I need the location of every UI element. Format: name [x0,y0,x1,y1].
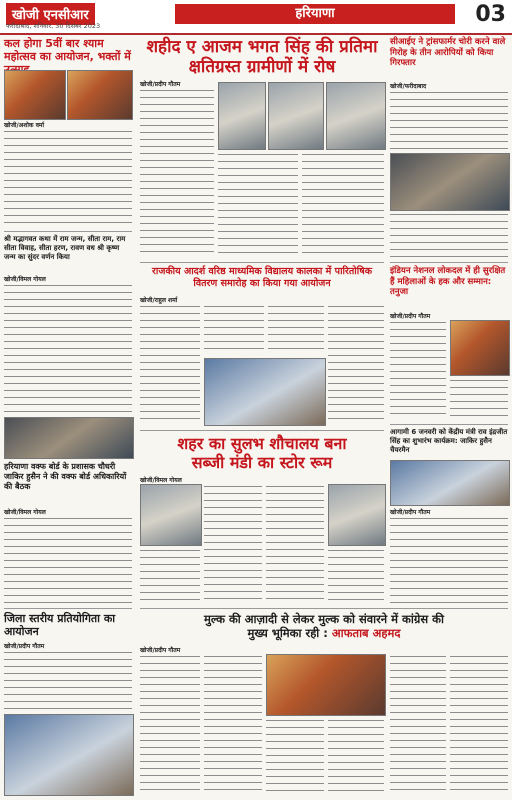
article-body [4,283,132,413]
story-district-sports [4,612,132,638]
article-body [450,378,508,420]
article-body [140,304,200,424]
story-headline: आगामी 6 जनवरी को केंद्रीय मंत्री राव इंद्रजीत सिंह का शुभारंभ कार्यक्रम: जाकिर हुसैन चैयरमैन [390,428,508,454]
divider [390,262,508,263]
article-body [218,152,298,258]
story-cia-arrest [390,37,508,69]
byline: खोजी/अशोक वर्मा [4,122,45,129]
story-headline: राजकीय आदर्श वरिष्ठ माध्यमिक विद्यालय कालका में पारितोषिक वितरण समारोह का किया गया आयोजन [151,266,372,289]
story-headline: हरियाणा वक्फ बोर्ड के प्रशासक चौधरी जाकिर हुसैन ने की वक्फ बोर्ड अधिकारियों की बैठक [4,462,127,491]
masthead [0,0,512,35]
story-bhagwat-katha [4,235,132,262]
story-subheadline [140,626,508,640]
article-body [204,304,264,354]
divider [4,231,132,232]
divider [140,262,384,263]
photo-toilet [140,484,202,546]
photo-shyam [67,70,133,120]
article-body [302,152,384,258]
story-minister-visit [390,428,508,455]
story-headline: इंडियन नेशनल लोकदल में ही सुरक्षित हैं महिलाओं के हक और सम्मान: तनुजा [390,266,506,297]
byline: खोजी/प्रदीप गौतम [4,643,45,650]
story-headline: कल होगा 5वीं बार श्याम महोत्सव का आयोजन, भक्तों में [4,37,131,63]
brand-logo: खोजी एनसीआर [6,3,95,25]
article-body [328,718,384,794]
story-waqf-board [4,462,132,492]
story-congress [140,612,508,640]
story-headline: जिला स्तरीय प्रतियोगिता का आयोजन [4,612,116,638]
section-title: हरियाणा [175,4,455,24]
story-subheadline: सब्जी मंडी का स्टोर रूम [191,453,333,472]
article-body [4,129,132,227]
photo-meeting [4,417,134,459]
article-body [204,654,262,794]
headline-name: आफताब अहमद [331,626,401,640]
story-headline: सीआईए ने ट्रांसफार्मर चोरी करने वाले गिरोह के तीन आरोपियों को किया गिरफ्तार [390,37,506,68]
photo-tanuja [450,320,510,376]
byline: खोजी/प्रदीप गौतम [390,509,431,516]
divider [140,430,384,431]
article-body [204,484,262,604]
story-inld-women [390,266,508,298]
divider [390,424,508,425]
photo-devotees [4,70,66,120]
article-body [390,212,508,258]
article-body [328,548,384,604]
article-body [450,654,508,794]
byline: खोजी/विमल गोयल [4,276,46,283]
story-school-prize [140,266,384,290]
article-body [4,650,132,710]
story-headline: श्री मद्भागवत कथा में राम जन्म, सीता राम, राम सीता विवाह, सीता हरण, रावण वध श्री कृष्ण जन्म का सुंदर वर्णन किया [4,235,126,261]
byline: खोजी/प्रदीप गौतम [140,647,181,654]
dateline: फरीदाबाद, शनिवार, 30 दिसंबर 2023 [6,22,101,30]
photo-store-room [328,484,386,546]
photo-villagers [326,82,386,150]
story-headline: मुल्क की आज़ादी से लेकर मुल्क को संवारने में कांग्रेस की [204,612,444,626]
article-body [390,320,446,420]
headline-text: मुख्य भूमिका रही : [247,626,332,640]
byline: खोजी/विमल गोयल [4,509,46,516]
article-body [390,654,446,794]
divider [4,608,132,609]
story-bhagat-singh [140,37,384,77]
photo-statue [218,82,266,150]
article-body [390,90,508,150]
page-number: 03 [475,2,506,27]
article-body [268,304,324,354]
byline: खोजी/विमल गोयल [140,477,182,484]
article-body [140,548,200,604]
byline: खोजी/प्रदीप गौतम [390,313,431,320]
article-body [328,304,384,424]
story-headline: शहीद ए आजम भगत सिंह की प्रतिमा [146,37,378,57]
photo-accused [390,153,510,211]
divider [140,608,508,609]
photo-sports [4,714,134,796]
story-subheadline: क्षतिग्रस्त ग्रामीणों में रोष [188,57,336,77]
byline: खोजी/प्रदीप गौतम [140,81,181,88]
photo-minister [390,460,510,506]
article-body [266,718,324,794]
article-body [140,654,200,794]
article-body [266,484,324,604]
byline: खोजी/फरीदाबाद [390,83,427,90]
byline: खोजी/राहुल शर्मा [140,297,178,304]
article-body [4,516,132,604]
photo-statue-damaged [268,82,324,150]
article-body [390,516,508,604]
article-body [140,88,214,258]
story-headline: शहर का सुलभ शौचालय बना [177,434,347,453]
photo-aftab-ahmed [266,654,386,716]
story-toilet-store [140,434,384,472]
photo-students [204,358,326,426]
